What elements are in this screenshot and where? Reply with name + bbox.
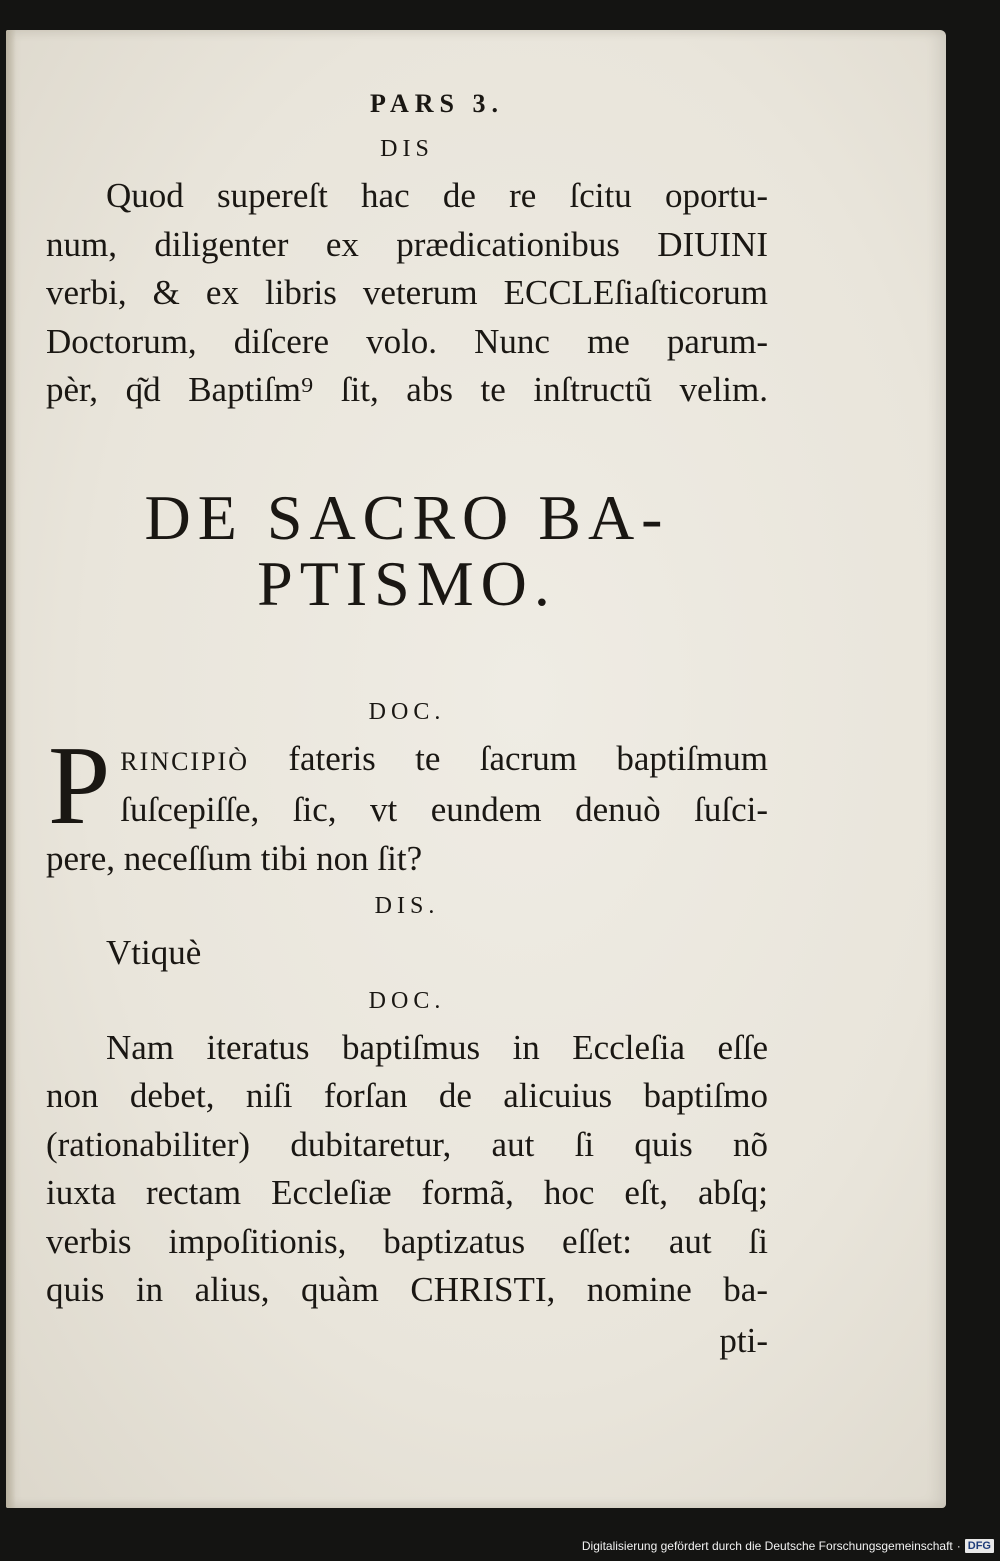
paragraph-2	[46, 723, 768, 884]
section-title	[46, 481, 768, 619]
book-page	[6, 30, 946, 1508]
section-title-line: PTISMO.	[257, 547, 557, 619]
speaker-label-dis: DIS	[380, 136, 434, 162]
drop-capital: P	[48, 723, 111, 848]
page-content	[46, 82, 768, 1365]
credit-separator: ·	[956, 1539, 961, 1553]
dfg-logo-icon: DFG	[965, 1539, 994, 1553]
paragraph-line: num, diligenter ex prædicationibus DIUINI	[46, 224, 768, 264]
paragraph-line: (rationabiliter) dubitaretur, aut ſi quis nõ	[46, 1124, 768, 1164]
paragraph-2-text	[46, 723, 768, 884]
speaker-label-doc: DOC.	[368, 698, 446, 725]
paragraph-line	[46, 735, 768, 787]
paragraph-line: non debet, niſi forſan de alicuius baptiſmo	[46, 1076, 768, 1115]
paragraph-line: pèr, q͂d Baptiſm⁹ ſit, abs te inſtructũ velim.	[46, 370, 768, 409]
digitization-credit	[582, 1539, 994, 1553]
paragraph-line: pere, neceſſum tibi non ſit?	[46, 838, 423, 878]
paragraph-line: verbis impoſitionis, baptizatus eſſet: aut ſi	[46, 1221, 768, 1261]
section-title-line: DE SACRO BA-	[144, 481, 670, 553]
speaker-label-doc: DOC.	[368, 987, 446, 1014]
small-caps-opening: RINCIPIÒ	[120, 746, 249, 776]
paragraph-line: verbi, & ex libris veterum ECCLEſiaſticorum	[46, 273, 768, 312]
paragraph-line: ſuſcepiſſe, ſic, vt eundem denuò ſuſci-	[120, 790, 768, 829]
speaker-label-dis: DIS.	[374, 893, 440, 919]
paragraph-line: Vtiquè	[106, 933, 202, 972]
running-head: PARS 3.	[370, 89, 504, 118]
paragraph-4	[46, 1024, 768, 1315]
page-edge	[6, 30, 16, 1508]
paragraph-line-rest: fateris te ſacrum baptiſmum	[248, 738, 768, 778]
credit-text: Digitalisierung gefördert durch die Deutsche Forschungsgemeinschaft	[581, 1539, 953, 1553]
paragraph-1	[46, 172, 768, 415]
paragraph-line: Quod supereſt hac de re ſcitu oportu-	[106, 176, 768, 215]
paragraph-line: iuxta rectam Eccleſiæ formã, hoc eſt, abſq;	[46, 1173, 768, 1212]
paragraph-line: Doctorum, diſcere volo. Nunc me parum-	[46, 321, 768, 361]
catchword: pti-	[719, 1320, 768, 1360]
paragraph-line: Nam iteratus baptiſmus in Eccleſia eſſe	[106, 1027, 768, 1067]
paragraph-3	[46, 929, 768, 978]
paragraph-line: quis in alius, quàm CHRISTI, nomine ba-	[46, 1270, 768, 1309]
